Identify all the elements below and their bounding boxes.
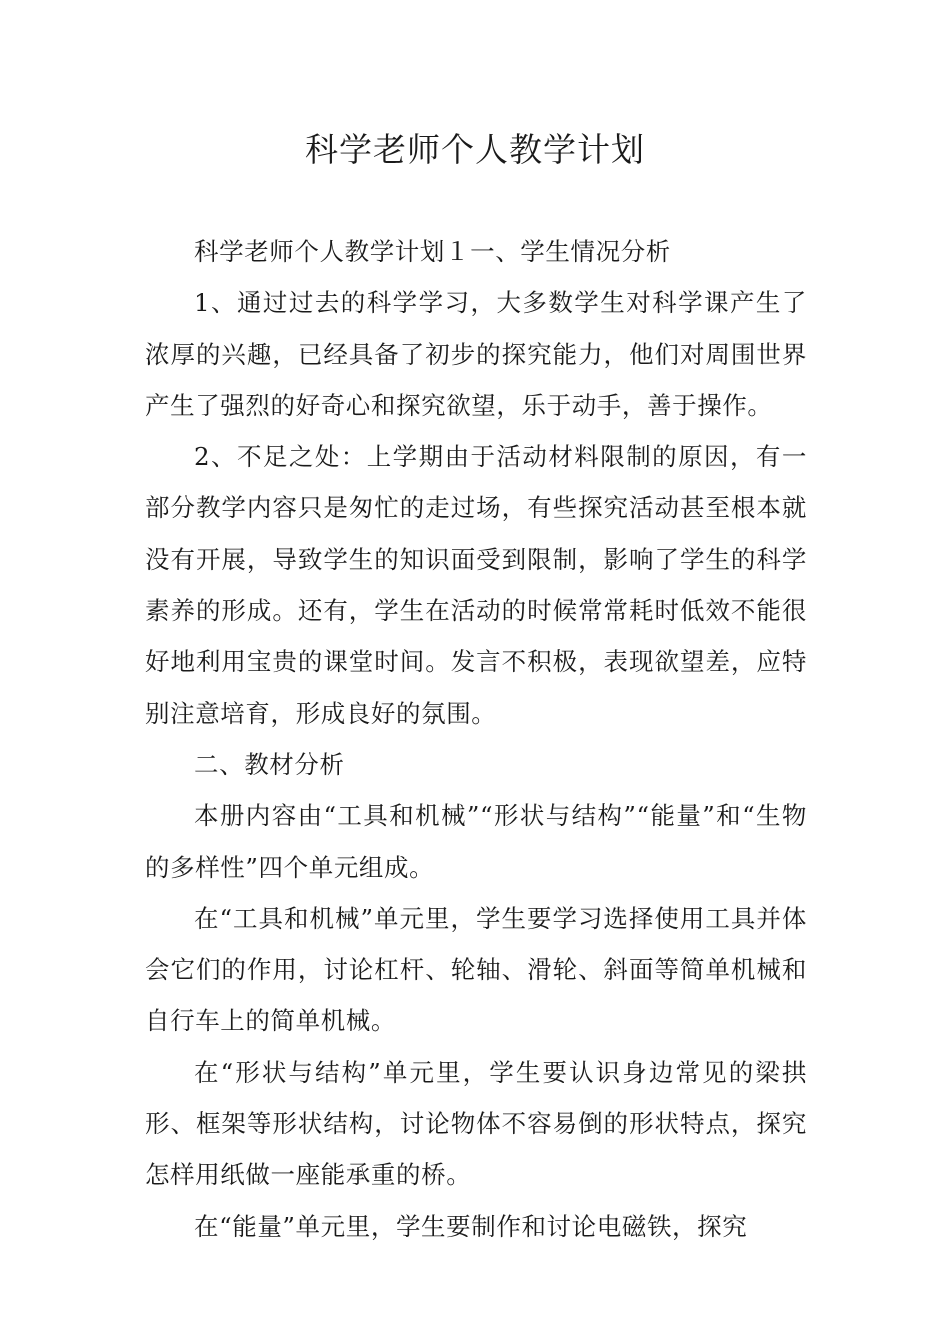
paragraph-units-overview: 本册内容由“工具和机械”“形状与结构”“能量”和“生物的多样性”四个单元组成。 [145, 801, 807, 882]
paragraph-heading-textbook-analysis: 二、教材分析 [194, 749, 345, 779]
paragraph-strengths: 1、通过过去的科学学习，大多数学生对科学课产生了浓厚的兴趣，已经具备了初步的探究能力，他们对周围世界产生了强烈的好奇心和探究欲望，乐于动手，善于操作。 [145, 288, 807, 420]
document-body [145, 226, 807, 1252]
paragraph-weaknesses: 2、不足之处：上学期由于活动材料限制的原因，有一部分教学内容只是匆忙的走过场，有些探究活动甚至根本就没有开展，导致学生的知识面受到限制，影响了学生的科学素养的形成。还有，学生在活动的时候常常耗时低效不能很好地利用宝贵的课堂时间。发言不积极，表现欲望差，应特别注意培育，形成良好的氛围。 [145, 442, 807, 728]
document-title: 科学老师个人教学计划 [305, 130, 645, 169]
paragraph-heading-student-analysis: 科学老师个人教学计划１一、学生情况分析 [194, 237, 671, 266]
paragraph-tools-machines-unit: 在“工具和机械”单元里，学生要学习选择使用工具并体会它们的作用，讨论杠杆、轮轴、滑轮、斜面等简单机械和自行车上的简单机械。 [145, 903, 807, 1036]
paragraph-energy-unit: 在“能量”单元里，学生要制作和讨论电磁铁，探究 [194, 1211, 748, 1241]
paragraph-shape-structure-unit: 在“形状与结构”单元里，学生要认识身边常见的梁拱形、框架等形状结构，讨论物体不容易倒的形状特点，探究怎样用纸做一座能承重的桥。 [145, 1057, 807, 1190]
